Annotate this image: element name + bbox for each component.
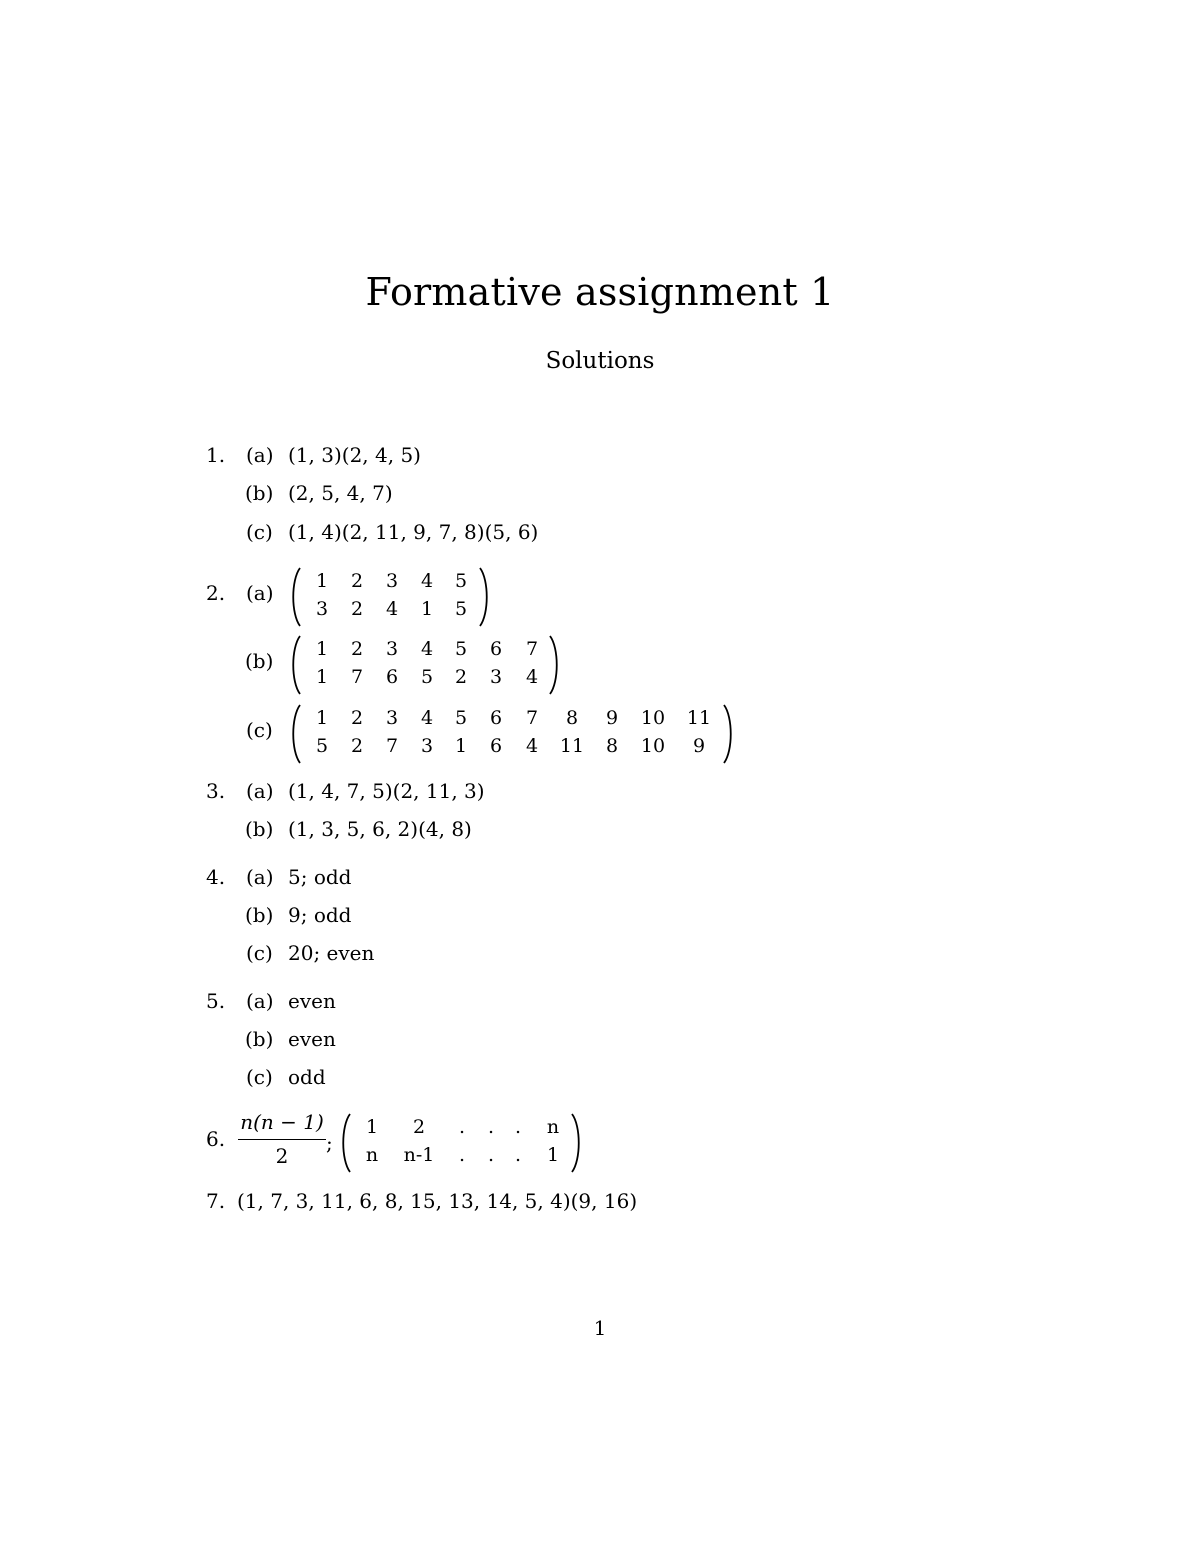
q6-top-cell: n [546,1116,560,1138]
q6-denominator: 2 [275,1144,289,1168]
q4b-label: (b) [245,903,274,927]
q2b-bottom-cell: 4 [525,666,539,688]
q2c-matrix [288,703,743,765]
q5a-answer: even [288,989,336,1013]
q2a-bottom-cell: 4 [385,598,399,620]
q4-number: 4. [206,865,226,889]
q6-bottom-cell: . [514,1144,522,1166]
q2c-top-cell: 8 [565,707,579,729]
q2c-top-cell: 7 [525,707,539,729]
q2-number: 2. [206,581,226,605]
q1a-label: (a) [246,443,274,467]
right-paren [548,634,562,696]
q2c-top-cell: 11 [686,707,712,729]
q2c-top-cell: 2 [350,707,364,729]
page-title: Formative assignment 1 [365,270,835,314]
q6-top-cell: 1 [365,1116,379,1138]
q2b-bottom-cell: 1 [315,666,329,688]
q2a-top-cell: 5 [454,570,468,592]
q3b-label: (b) [245,817,274,841]
q2b-top-cell: 7 [525,638,539,660]
q2c-bottom-cell: 4 [525,735,539,757]
q1a-answer: (1, 3)(2, 4, 5) [288,443,421,467]
q4a-label: (a) [246,865,274,889]
q2c-top-cell: 9 [605,707,619,729]
q7-number: 7. [206,1189,226,1213]
right-paren [478,566,492,628]
q2c-bottom-cell: 3 [420,735,434,757]
q4c-label: (c) [246,941,273,965]
q2b-bottom-cell: 6 [385,666,399,688]
q5a-label: (a) [246,989,274,1013]
q2c-top-cell: 4 [420,707,434,729]
left-paren [288,634,302,696]
q6-numerator: n(n − 1) [240,1110,324,1134]
right-paren [570,1112,584,1174]
q2b-top-cell: 5 [454,638,468,660]
q2c-bottom-cell: 10 [640,735,666,757]
q5c-answer: odd [288,1065,326,1089]
q1-number: 1. [206,443,226,467]
q2c-bottom-cell: 6 [489,735,503,757]
q2b-top-cell: 4 [420,638,434,660]
q2a-top-cell: 1 [315,570,329,592]
q1c-label: (c) [246,520,273,544]
q2b-bottom-cell: 7 [350,666,364,688]
q5b-answer: even [288,1027,336,1051]
q4c-answer: 20; even [288,941,375,965]
q2a-bottom-cell: 3 [315,598,329,620]
q5c-label: (c) [246,1065,273,1089]
q2b-top-cell: 2 [350,638,364,660]
q2c-top-cell: 5 [454,707,468,729]
q6-top-cell: . [514,1116,522,1138]
q2a-bottom-cell: 1 [420,598,434,620]
q6-top-cell: 2 [412,1116,426,1138]
q2c-bottom-cell: 11 [559,735,585,757]
q3-number: 3. [206,779,226,803]
q5b-label: (b) [245,1027,274,1051]
q2b-top-cell: 1 [315,638,329,660]
left-paren [288,566,302,628]
q1b-answer: (2, 5, 4, 7) [288,481,393,505]
q2b-bottom-cell: 3 [489,666,503,688]
q6-separator: ; [326,1131,333,1155]
q4b-answer: 9; odd [288,903,352,927]
q2a-top-cell: 3 [385,570,399,592]
q2c-top-cell: 6 [489,707,503,729]
q2b-bottom-cell: 5 [420,666,434,688]
q2c-bottom-cell: 7 [385,735,399,757]
q2c-label: (c) [246,718,273,742]
q2b-label: (b) [245,649,274,673]
q3a-answer: (1, 4, 7, 5)(2, 11, 3) [288,779,485,803]
q1c-answer: (1, 4)(2, 11, 9, 7, 8)(5, 6) [288,520,539,544]
q2a-matrix [288,566,498,628]
q6-bottom-cell: n [365,1144,379,1166]
q2a-bottom-cell: 2 [350,598,364,620]
q6-bottom-cell: . [487,1144,495,1166]
q7-answer: (1, 7, 3, 11, 6, 8, 15, 13, 14, 5, 4)(9, 16) [237,1189,638,1213]
q4a-answer: 5; odd [288,865,352,889]
page-subtitle: Solutions [545,348,655,374]
q6-bottom-cell: n-1 [403,1144,435,1166]
left-paren [288,703,302,765]
page-number: 1 [593,1316,607,1340]
q2a-top-cell: 2 [350,570,364,592]
q2a-bottom-cell: 5 [454,598,468,620]
left-paren [338,1112,352,1174]
q2c-bottom-cell: 5 [315,735,329,757]
q2b-top-cell: 6 [489,638,503,660]
q6-matrix [338,1112,588,1174]
q2c-bottom-cell: 2 [350,735,364,757]
q6-top-cell: . [487,1116,495,1138]
q3b-answer: (1, 3, 5, 6, 2)(4, 8) [288,817,472,841]
q5-number: 5. [206,989,226,1013]
q2c-top-cell: 10 [640,707,666,729]
q2c-bottom-cell: 1 [454,735,468,757]
q2a-label: (a) [246,581,274,605]
fraction-bar [238,1139,326,1140]
q6-top-cell: . [458,1116,466,1138]
q2b-matrix [288,634,568,696]
q6-bottom-cell: . [458,1144,466,1166]
q2b-bottom-cell: 2 [454,666,468,688]
q2c-top-cell: 1 [315,707,329,729]
q1b-label: (b) [245,481,274,505]
q2a-top-cell: 4 [420,570,434,592]
q2c-top-cell: 3 [385,707,399,729]
q6-number: 6. [206,1127,226,1151]
q2c-bottom-cell: 9 [692,735,706,757]
q2b-top-cell: 3 [385,638,399,660]
q6-bottom-cell: 1 [546,1144,560,1166]
right-paren [722,703,736,765]
q2c-bottom-cell: 8 [605,735,619,757]
q3a-label: (a) [246,779,274,803]
